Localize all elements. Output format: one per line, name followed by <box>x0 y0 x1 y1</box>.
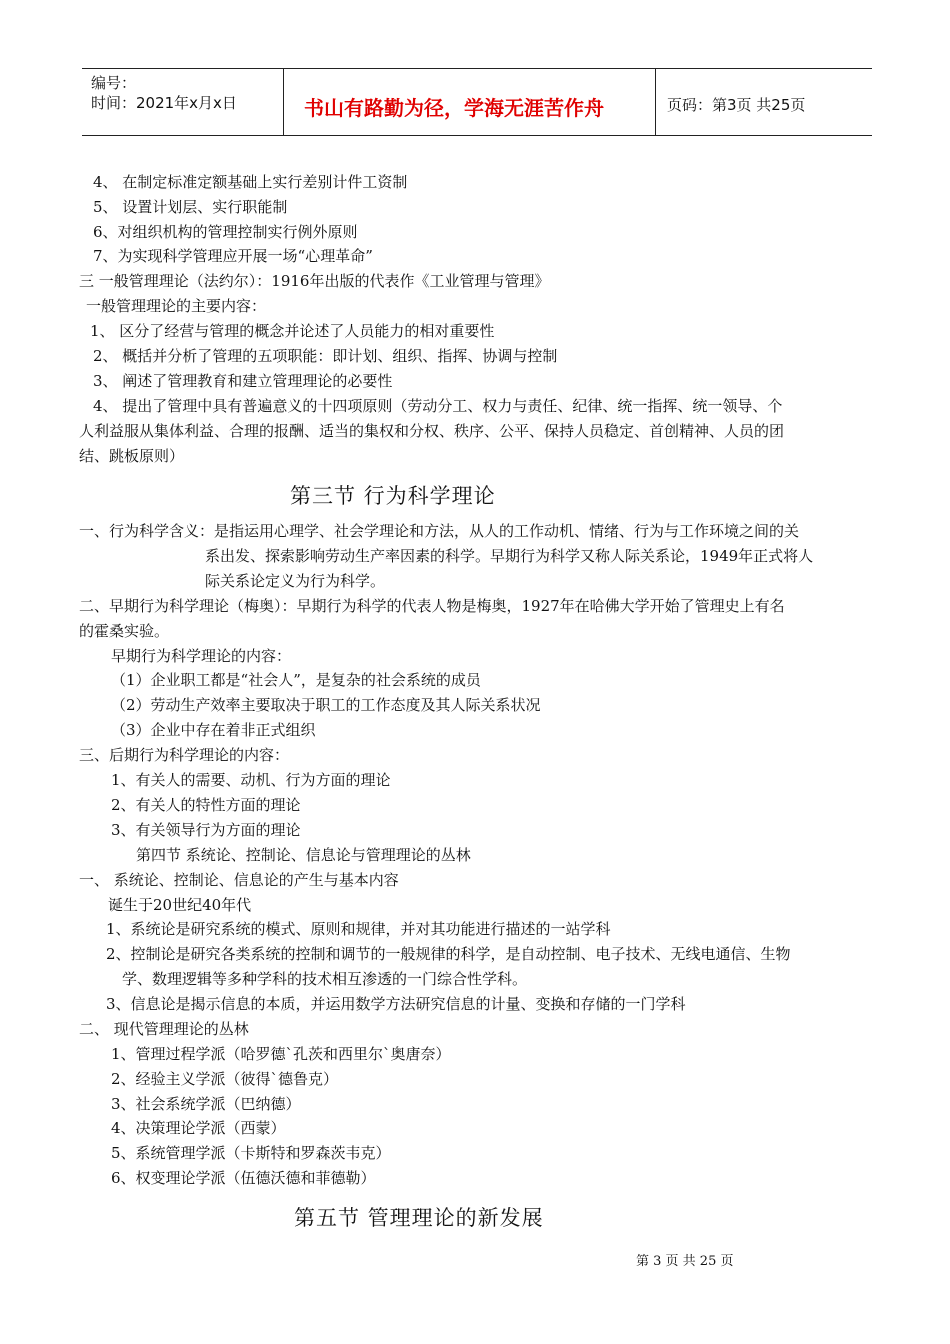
subsection-heading: 第四节 系统论、控制论、信息论与管理理论的丛林 <box>136 846 471 864</box>
text-line: （1）企业职工都是“社会人”，是复杂的社会系统的成员 <box>111 671 481 689</box>
text-line: 3、社会系统学派（巴纳德） <box>111 1095 301 1113</box>
text-line: 7、为实现科学管理应开展一场“心理革命” <box>93 247 373 265</box>
header-bianhao: 编号： <box>91 74 137 92</box>
text-line: 二、 现代管理理论的丛林 <box>79 1020 249 1038</box>
text-line: 诞生于20世纪40年代 <box>108 896 252 914</box>
text-line: （2）劳动生产效率主要取决于职工的工作态度及其人际关系状况 <box>111 696 541 714</box>
text-line: 6、对组织机构的管理控制实行例外原则 <box>93 223 358 241</box>
text-line: 4、决策理论学派（西蒙） <box>111 1119 286 1137</box>
text-line: 3、有关领导行为方面的理论 <box>111 821 301 839</box>
text-line: 一、行为科学含义：是指运用心理学、社会学理论和方法，从人的工作动机、情绪、行为与工作环境之间的关 <box>79 522 800 540</box>
header-motto: 书山有路勤为径，学海无涯苦作舟 <box>304 96 604 120</box>
text-line: 二、早期行为科学理论（梅奥）：早期行为科学的代表人物是梅奥，1927年在哈佛大学开始了管理史上有名 <box>79 597 785 615</box>
text-line: 三 一般管理理论（法约尔）：1916年出版的代表作《工业管理与管理》 <box>79 272 550 290</box>
text-line: 系出发、探索影响劳动生产率因素的科学。早期行为科学又称人际关系论，1949年正式将人 <box>205 547 814 565</box>
text-line: 三、后期行为科学理论的内容： <box>79 746 290 764</box>
section-heading: 第五节 管理理论的新发展 <box>294 1206 544 1230</box>
text-line: 4、 提出了管理中具有普遍意义的十四项原则（劳动分工、权力与责任、纪律、统一指挥、统一领导、个 <box>93 397 783 415</box>
text-line: 4、 在制定标准定额基础上实行差别计件工资制 <box>93 173 408 191</box>
header-divider-left <box>283 68 284 136</box>
text-line: 的霍桑实验。 <box>79 622 170 640</box>
text-line: 3、 阐述了管理教育和建立管理理论的必要性 <box>93 372 393 390</box>
text-line: 结、跳板原则） <box>79 447 185 465</box>
text-line: 学、数理逻辑等多种学科的技术相互渗透的一门综合性学科。 <box>122 970 528 988</box>
header-bottom-rule <box>82 135 872 136</box>
text-line: 一般管理理论的主要内容： <box>86 297 267 315</box>
text-line: 3、信息论是揭示信息的本质，并运用数学方法研究信息的计量、变换和存储的一门学科 <box>106 995 686 1013</box>
header-top-rule <box>82 68 872 69</box>
text-line: 1、 区分了经营与管理的概念并论述了人员能力的相对重要性 <box>90 322 495 340</box>
text-line: （3）企业中存在着非正式组织 <box>111 721 316 739</box>
text-line: 一、 系统论、控制论、信息论的产生与基本内容 <box>79 871 399 889</box>
text-line: 2、有关人的特性方面的理论 <box>111 796 301 814</box>
footer-page-number: 第 3 页 共 25 页 <box>636 1254 734 1269</box>
text-line: 6、权变理论学派（伍德沃德和菲德勒） <box>111 1169 376 1187</box>
header-time: 时间：2021年x月x日 <box>91 94 237 112</box>
text-line: 1、管理过程学派（哈罗德`孔茨和西里尔`奥唐奈） <box>111 1045 451 1063</box>
text-line: 际关系论定义为行为科学。 <box>205 572 386 590</box>
text-line: 2、经验主义学派（彼得`德鲁克） <box>111 1070 339 1088</box>
text-line: 人利益服从集体利益、合理的报酬、适当的集权和分权、秩序、公平、保持人员稳定、首创精神、人员的团 <box>79 422 785 440</box>
header-page-number: 页码：第3页 共25页 <box>667 96 806 114</box>
text-line: 1、系统论是研究系统的模式、原则和规律，并对其功能进行描述的一站学科 <box>106 920 611 938</box>
text-line: 2、控制论是研究各类系统的控制和调节的一般规律的科学，是自动控制、电子技术、无线电通信、生物 <box>106 945 791 963</box>
text-line: 2、 概括并分析了管理的五项职能：即计划、组织、指挥、协调与控制 <box>93 347 558 365</box>
text-line: 5、 设置计划层、实行职能制 <box>93 198 288 216</box>
section-heading: 第三节 行为科学理论 <box>290 484 496 508</box>
header-divider-right <box>655 68 656 136</box>
text-line: 早期行为科学理论的内容： <box>111 647 292 665</box>
text-line: 1、有关人的需要、动机、行为方面的理论 <box>111 771 391 789</box>
text-line: 5、系统管理学派（卡斯特和罗森茨韦克） <box>111 1144 391 1162</box>
